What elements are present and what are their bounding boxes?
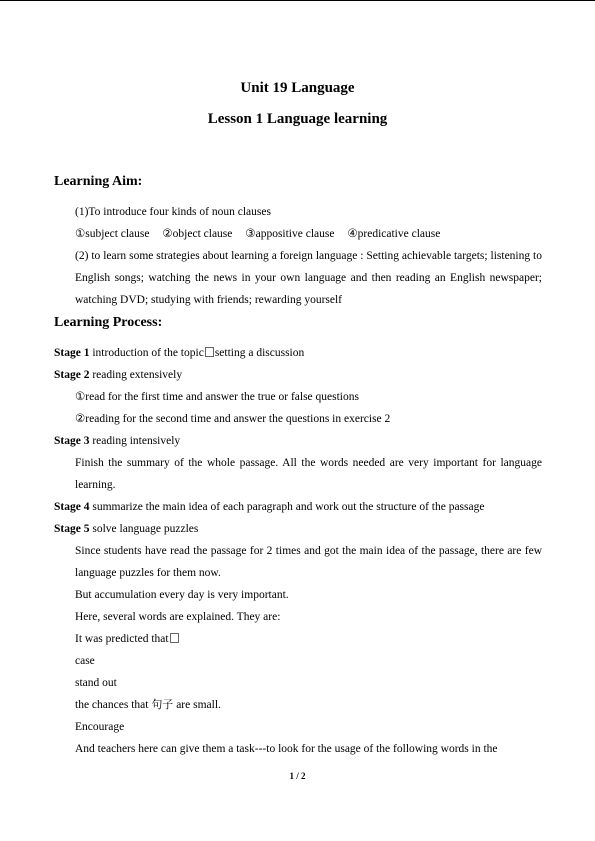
clause-predicative: ④predicative clause [347,228,441,240]
stage-2-item-1: ①read for the first time and answer the true or false questions [75,391,359,403]
stage-2-item-2: ②reading for the second time and answer the questions in exercise 2 [75,413,391,425]
learning-process-heading: Learning Process: [54,315,163,330]
document-subtitle: Lesson 1 Language learning [207,111,388,127]
stage-2: Stage 2 reading extensively [54,369,183,381]
stage-3-body: Finish the summary of the whole passage. All the words needed are very important for language learning. [75,457,542,491]
case-line: case [75,655,95,667]
stage-3-label: Stage 3 [54,435,90,447]
stage-4: Stage 4 summarize the main idea of each paragraph and work out the structure of the passage [54,501,485,513]
aim-clause-list [75,223,440,245]
stage-2-label: Stage 2 [54,369,90,381]
stage-4-label: Stage 4 [54,501,90,513]
top-rule [0,0,595,1]
clause-appositive: ③appositive clause [245,228,335,240]
stage-1: Stage 1 introduction of the topic setting a discussion [54,347,305,359]
page-number: 1 / 2 [289,771,306,781]
words-explained-line: Here, several words are explained. They are: [75,611,281,623]
learning-aim-heading: Learning Aim: [54,174,143,189]
chances-line: the chances that 句子 are small. [75,698,221,711]
accumulation-line: But accumulation every day is very important. [75,589,289,601]
stand-out-line: stand out [75,677,117,689]
stage-5: Stage 5 solve language puzzles [54,523,199,535]
clause-object: ②object clause [162,228,233,240]
stage-5-label: Stage 5 [54,523,90,535]
stage-3: Stage 3 reading intensively [54,435,181,447]
aim-line-3: (2) to learn some strategies about learning a foreign language : Setting achievable targets; listening to English songs; watching the news in your own language and then reading an English newspaper; watching DVD; studying with friends; rewarding yourself [75,250,542,306]
missing-glyph-box [170,633,179,643]
chinese-word: 句子 [151,698,174,711]
encourage-line: Encourage [75,721,125,733]
predicted-line: It was predicted that [75,628,180,650]
document-title: Unit 19 Language [240,80,355,96]
aim-line-1: (1)To introduce four kinds of noun clauses [75,206,271,218]
clause-subject: ①subject clause [75,228,150,240]
stage-1-label: Stage 1 [54,347,90,359]
missing-glyph-box [205,347,214,357]
task-line: And teachers here can give them a task---to look for the usage of the following words in the [75,743,498,755]
stage-5-body: Since students have read the passage for 2 times and got the main idea of the passage, there are few language puzzles for them now. [75,545,542,579]
